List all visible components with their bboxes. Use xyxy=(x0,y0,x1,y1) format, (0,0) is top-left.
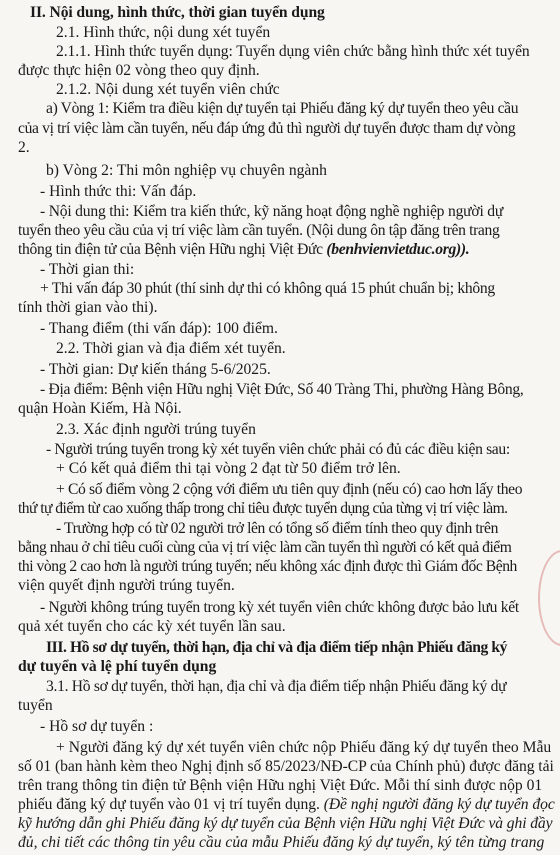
paragraph-line: tính thời gian vào thi). xyxy=(18,299,158,317)
paragraph-line: quận Hoàn Kiếm, Hà Nội. xyxy=(18,399,182,417)
paragraph-line: + Người đăng ký dự xét tuyển viên chức nộp Phiếu đăng ký dự tuyển theo Mẫu xyxy=(56,738,552,756)
paragraph-line: - Trường hợp có từ 02 người trở lên có tổng số điểm tính theo quy định trên xyxy=(56,520,498,537)
red-seal-stamp xyxy=(538,550,560,646)
paragraph-line: - Người không trúng tuyển trong kỳ xét tuyển viên chức không được bảo lưu kết xyxy=(40,598,519,616)
paragraph-line: thứ tự điểm từ cao xuống thấp trong chỉ tiêu được tuyển dụng của từng vị trí việc làm. xyxy=(18,500,508,518)
subsection-heading: 2.2. Thời gian và địa điểm xét tuyển. xyxy=(56,340,286,358)
paragraph-line: - Hình thức thi: Vấn đáp. xyxy=(40,182,197,200)
subsection-heading-cont: tuyển xyxy=(18,697,53,715)
paragraph-line: - Địa điểm: Bệnh viện Hữu nghị Việt Đức, Số 40 Tràng Thi, phường Hàng Bông, xyxy=(40,380,524,398)
subsection-heading: 2.1.2. Nội dung xét tuyển viên chức xyxy=(56,81,280,99)
paragraph-line: + Thi vấn đáp 30 phút (thí sinh dự thi có không quá 15 phút chuẩn bị; không xyxy=(40,280,495,298)
paragraph-line: + Có kết quả điểm thi tại vòng 2 đạt từ 50 điểm trở lên. xyxy=(56,460,401,478)
paragraph-line: số 01 (ban hành kèm theo Nghị định số 85/2023/NĐ-CP của Chính phủ) được đăng tải xyxy=(18,757,554,775)
paragraph-line: trên trang thông tin điện tử Bệnh viện Hữu nghị Việt Đức. Mỗi thí sinh được nộp 01 xyxy=(18,776,543,794)
paragraph-line: thi vòng 2 cao hơn là người trúng tuyển; nếu không xác định được thì Giám đốc Bệnh xyxy=(18,558,517,576)
paragraph-line: a) Vòng 1: Kiểm tra điều kiện dự tuyển tại Phiếu đăng ký dự tuyển theo yêu cầu xyxy=(46,100,519,118)
paragraph-line: b) Vòng 2: Thi môn nghiệp vụ chuyên ngành xyxy=(46,161,327,179)
paragraph-line: - Người trúng tuyển trong kỳ xét tuyển viên chức phải có đủ các điều kiện sau: xyxy=(46,441,510,459)
paragraph-line: - Thang điểm (thi vấn đáp): 100 điểm. xyxy=(40,320,278,338)
text-segment: thông tin điện tử của Bệnh viện Hữu nghị Việt Đức xyxy=(18,240,327,258)
paragraph-line: 2.1.1. Hình thức tuyển dụng: Tuyển dụng viên chức bằng hình thức xét tuyển xyxy=(56,43,530,61)
paragraph-line: được thực hiện 02 vòng theo quy định. xyxy=(18,62,260,80)
paragraph-line: 2. xyxy=(18,138,30,156)
subsection-heading: 3.1. Hồ sơ dự tuyển, thời hạn, địa chỉ và địa điểm tiếp nhận Phiếu đăng ký dự xyxy=(46,678,507,696)
paragraph-line: - Hồ sơ dự tuyển : xyxy=(40,718,154,736)
subsection-heading: 2.3. Xác định người trúng tuyển xyxy=(56,420,256,438)
paragraph-line xyxy=(18,240,469,260)
paragraph-line: tuyển theo yêu cầu của vị trí việc làm cần tuyển. (Nội dung ôn tập đăng trên trang xyxy=(18,221,500,239)
section-heading-ii: II. Nội dung, hình thức, thời gian tuyển dụng xyxy=(30,4,325,22)
paragraph-line: quả xét tuyển cho các kỳ xét tuyển lần sau. xyxy=(18,617,286,635)
italic-note-line: đủ, chi tiết các thông tin yêu cầu của mẫu Phiếu đăng ký dự tuyển, ký tên từng trang xyxy=(18,834,545,851)
paragraph-line: - Thời gian: Dự kiến tháng 5-6/2025. xyxy=(40,360,271,378)
paragraph-line: - Nội dung thi: Kiểm tra kiến thức, kỹ năng hoạt động nghề nghiệp người dự xyxy=(40,202,504,220)
subsection-heading: 2.1. Hình thức, nội dung xét tuyển xyxy=(56,24,271,42)
paragraph-line: - Thời gian thi: xyxy=(40,260,135,278)
paragraph-line: viện quyết định người trúng tuyển. xyxy=(18,577,235,595)
text-segment: phiếu đăng ký dự tuyển vào 01 vị trí tuyển dụng. xyxy=(18,795,324,813)
section-heading-iii-cont: dự tuyển và lệ phí tuyển dụng xyxy=(18,657,217,675)
paragraph-line: + Có số điểm vòng 2 cộng với điểm ưu tiên quy định (nếu có) cao hơn lấy theo xyxy=(56,481,523,499)
italic-note-line: kỹ hướng dẫn ghi Phiếu đăng ký dự tuyển của Bệnh viện Hữu nghị Việt Đức và ghi đầy xyxy=(18,814,553,832)
website-reference: (benhvienvietduc.org)). xyxy=(326,240,470,258)
paragraph-line: của vị trí việc làm cần tuyển, nếu đáp ứng đủ thì người dự tuyển được tham dự vòng xyxy=(18,119,516,137)
section-heading-iii: III. Hồ sơ dự tuyển, thời hạn, địa chỉ và địa điểm tiếp nhận Phiếu đăng ký xyxy=(46,638,508,656)
paragraph-line xyxy=(18,795,555,815)
italic-note: (Đề nghị người đăng ký dự tuyển đọc xyxy=(323,795,555,813)
paragraph-line: bằng nhau ở chỉ tiêu cuối cùng của vị trí việc làm cần tuyển thì người có kết quả điểm xyxy=(18,539,512,557)
